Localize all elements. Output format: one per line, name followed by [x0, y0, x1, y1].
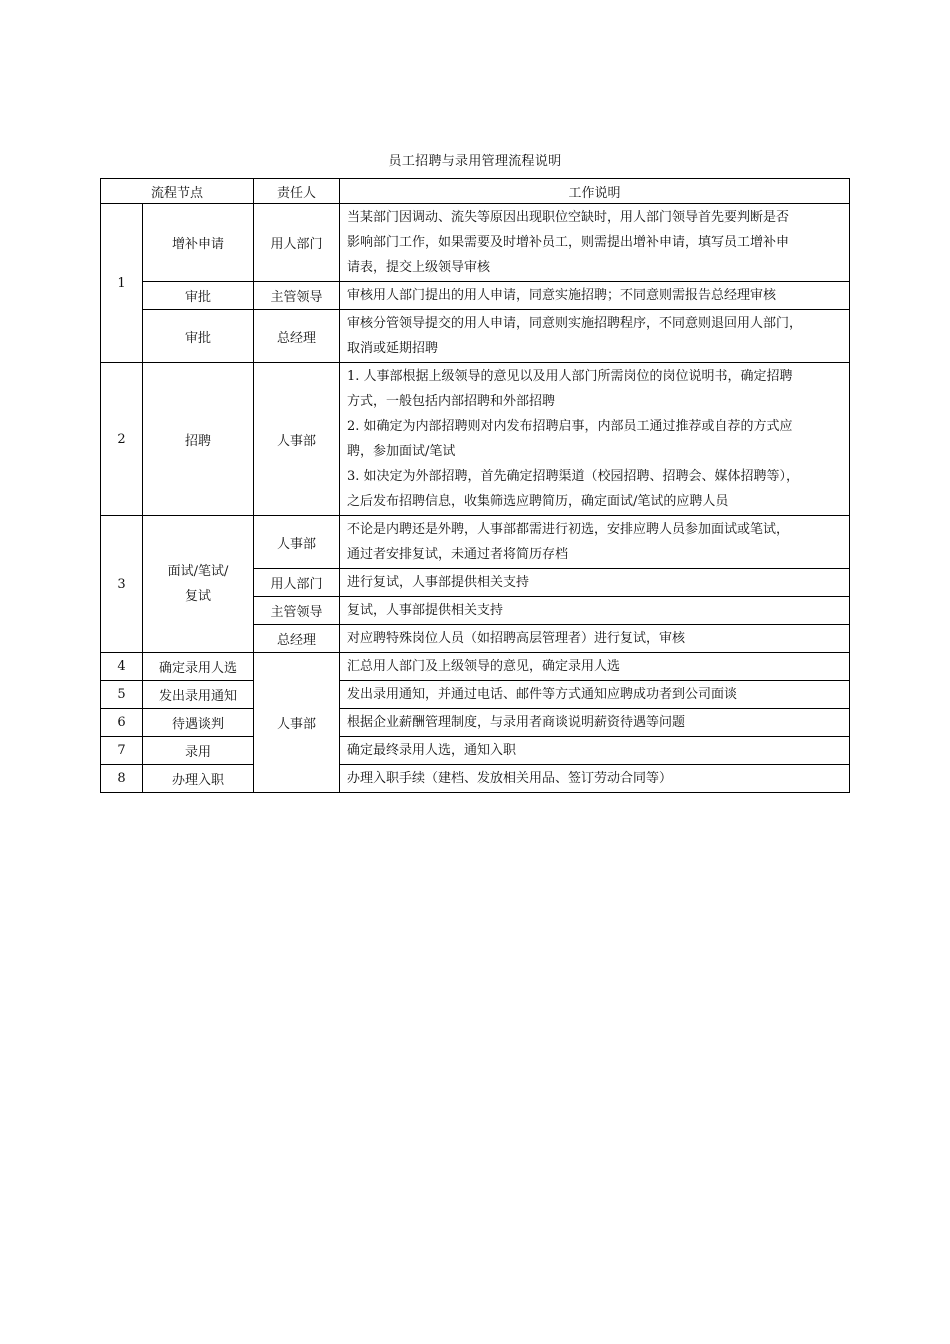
process-node-line: 复试	[185, 589, 212, 604]
step-number: 2	[101, 363, 143, 516]
owner-cell: 用人部门	[254, 204, 340, 282]
table-row	[101, 709, 850, 737]
owner-cell: 总经理	[254, 625, 340, 653]
description-line: 审核用人部门提出的用人申请，同意实施招聘；不同意则需报告总经理审核	[347, 288, 777, 303]
step-number: 1	[101, 204, 143, 363]
description-cell: 办理入职手续（建档、发放相关用品、签订劳动合同等）	[340, 765, 850, 793]
step-number: 6	[101, 709, 143, 737]
description-cell	[340, 516, 850, 569]
description-cell: 复试，人事部提供相关支持	[340, 597, 850, 625]
table-row	[101, 282, 850, 310]
description-line: 方式，一般包括内部招聘和外部招聘	[347, 394, 556, 409]
owner-cell: 主管领导	[254, 597, 340, 625]
description-cell: 发出录用通知，并通过电话、邮件等方式通知应聘成功者到公司面谈	[340, 681, 850, 709]
description-cell: 确定最终录用人选，通知入职	[340, 737, 850, 765]
description-cell	[340, 282, 850, 310]
process-table	[100, 178, 850, 793]
table-row	[101, 516, 850, 569]
process-node: 发出录用通知	[143, 681, 254, 709]
owner-cell: 人事部	[254, 516, 340, 569]
description-cell	[340, 204, 850, 282]
description-line: 通过者安排复试，未通过者将简历存档	[347, 547, 569, 562]
description-cell: 汇总用人部门及上级领导的意见，确定录用人选	[340, 653, 850, 681]
process-node	[143, 516, 254, 653]
description-line: 3. 如决定为外部招聘，首先确定招聘渠道（校园招聘、招聘会、媒体招聘等），	[347, 469, 800, 484]
process-node: 审批	[143, 282, 254, 310]
process-node: 招聘	[143, 363, 254, 516]
table-row	[101, 681, 850, 709]
description-cell	[340, 363, 850, 516]
table-row	[101, 737, 850, 765]
table-row	[101, 765, 850, 793]
description-line: 之后发布招聘信息，收集筛选应聘简历，确定面试/笔试的应聘人员	[347, 494, 729, 509]
owner-cell: 人事部	[254, 653, 340, 793]
owner-cell: 用人部门	[254, 569, 340, 597]
description-line: 影响部门工作，如果需要及时增补员工，则需提出增补申请，填写员工增补申	[347, 235, 790, 250]
owner-cell: 主管领导	[254, 282, 340, 310]
description-line: 请表，提交上级领导审核	[347, 260, 491, 275]
table-row	[101, 310, 850, 363]
description-line: 1. 人事部根据上级领导的意见以及用人部门所需岗位的岗位说明书，确定招聘	[347, 369, 793, 384]
description-line: 取消或延期招聘	[347, 341, 439, 356]
process-node: 确定录用人选	[143, 653, 254, 681]
step-number: 5	[101, 681, 143, 709]
description-cell: 进行复试，人事部提供相关支持	[340, 569, 850, 597]
description-line: 不论是内聘还是外聘，人事部都需进行初选，安排应聘人员参加面试或笔试，	[347, 522, 790, 537]
description-cell	[340, 310, 850, 363]
header-work-description: 工作说明	[340, 179, 850, 204]
step-number: 8	[101, 765, 143, 793]
description-line: 聘，参加面试/笔试	[347, 444, 456, 459]
process-node: 录用	[143, 737, 254, 765]
header-owner: 责任人	[254, 179, 340, 204]
step-number: 3	[101, 516, 143, 653]
description-cell: 对应聘特殊岗位人员（如招聘高层管理者）进行复试，审核	[340, 625, 850, 653]
description-cell: 根据企业薪酬管理制度，与录用者商谈说明薪资待遇等问题	[340, 709, 850, 737]
step-number: 4	[101, 653, 143, 681]
process-node: 审批	[143, 310, 254, 363]
description-line: 2. 如确定为内部招聘则对内发布招聘启事，内部员工通过推荐或自荐的方式应	[347, 419, 793, 434]
document-title: 员工招聘与录用管理流程说明	[388, 154, 562, 169]
step-number: 7	[101, 737, 143, 765]
header-process-node: 流程节点	[101, 179, 254, 204]
table-row	[101, 363, 850, 516]
process-node: 增补申请	[143, 204, 254, 282]
description-line: 审核分管领导提交的用人申请，同意则实施招聘程序，不同意则退回用人部门，	[347, 316, 803, 331]
table-row	[101, 653, 850, 681]
process-node-line: 面试/笔试/	[167, 564, 229, 579]
table-header-row	[101, 179, 850, 204]
table-row	[101, 204, 850, 282]
owner-cell: 总经理	[254, 310, 340, 363]
process-node: 待遇谈判	[143, 709, 254, 737]
description-line: 当某部门因调动、流失等原因出现职位空缺时，用人部门领导首先要判断是否	[347, 210, 790, 225]
process-node: 办理入职	[143, 765, 254, 793]
owner-cell: 人事部	[254, 363, 340, 516]
